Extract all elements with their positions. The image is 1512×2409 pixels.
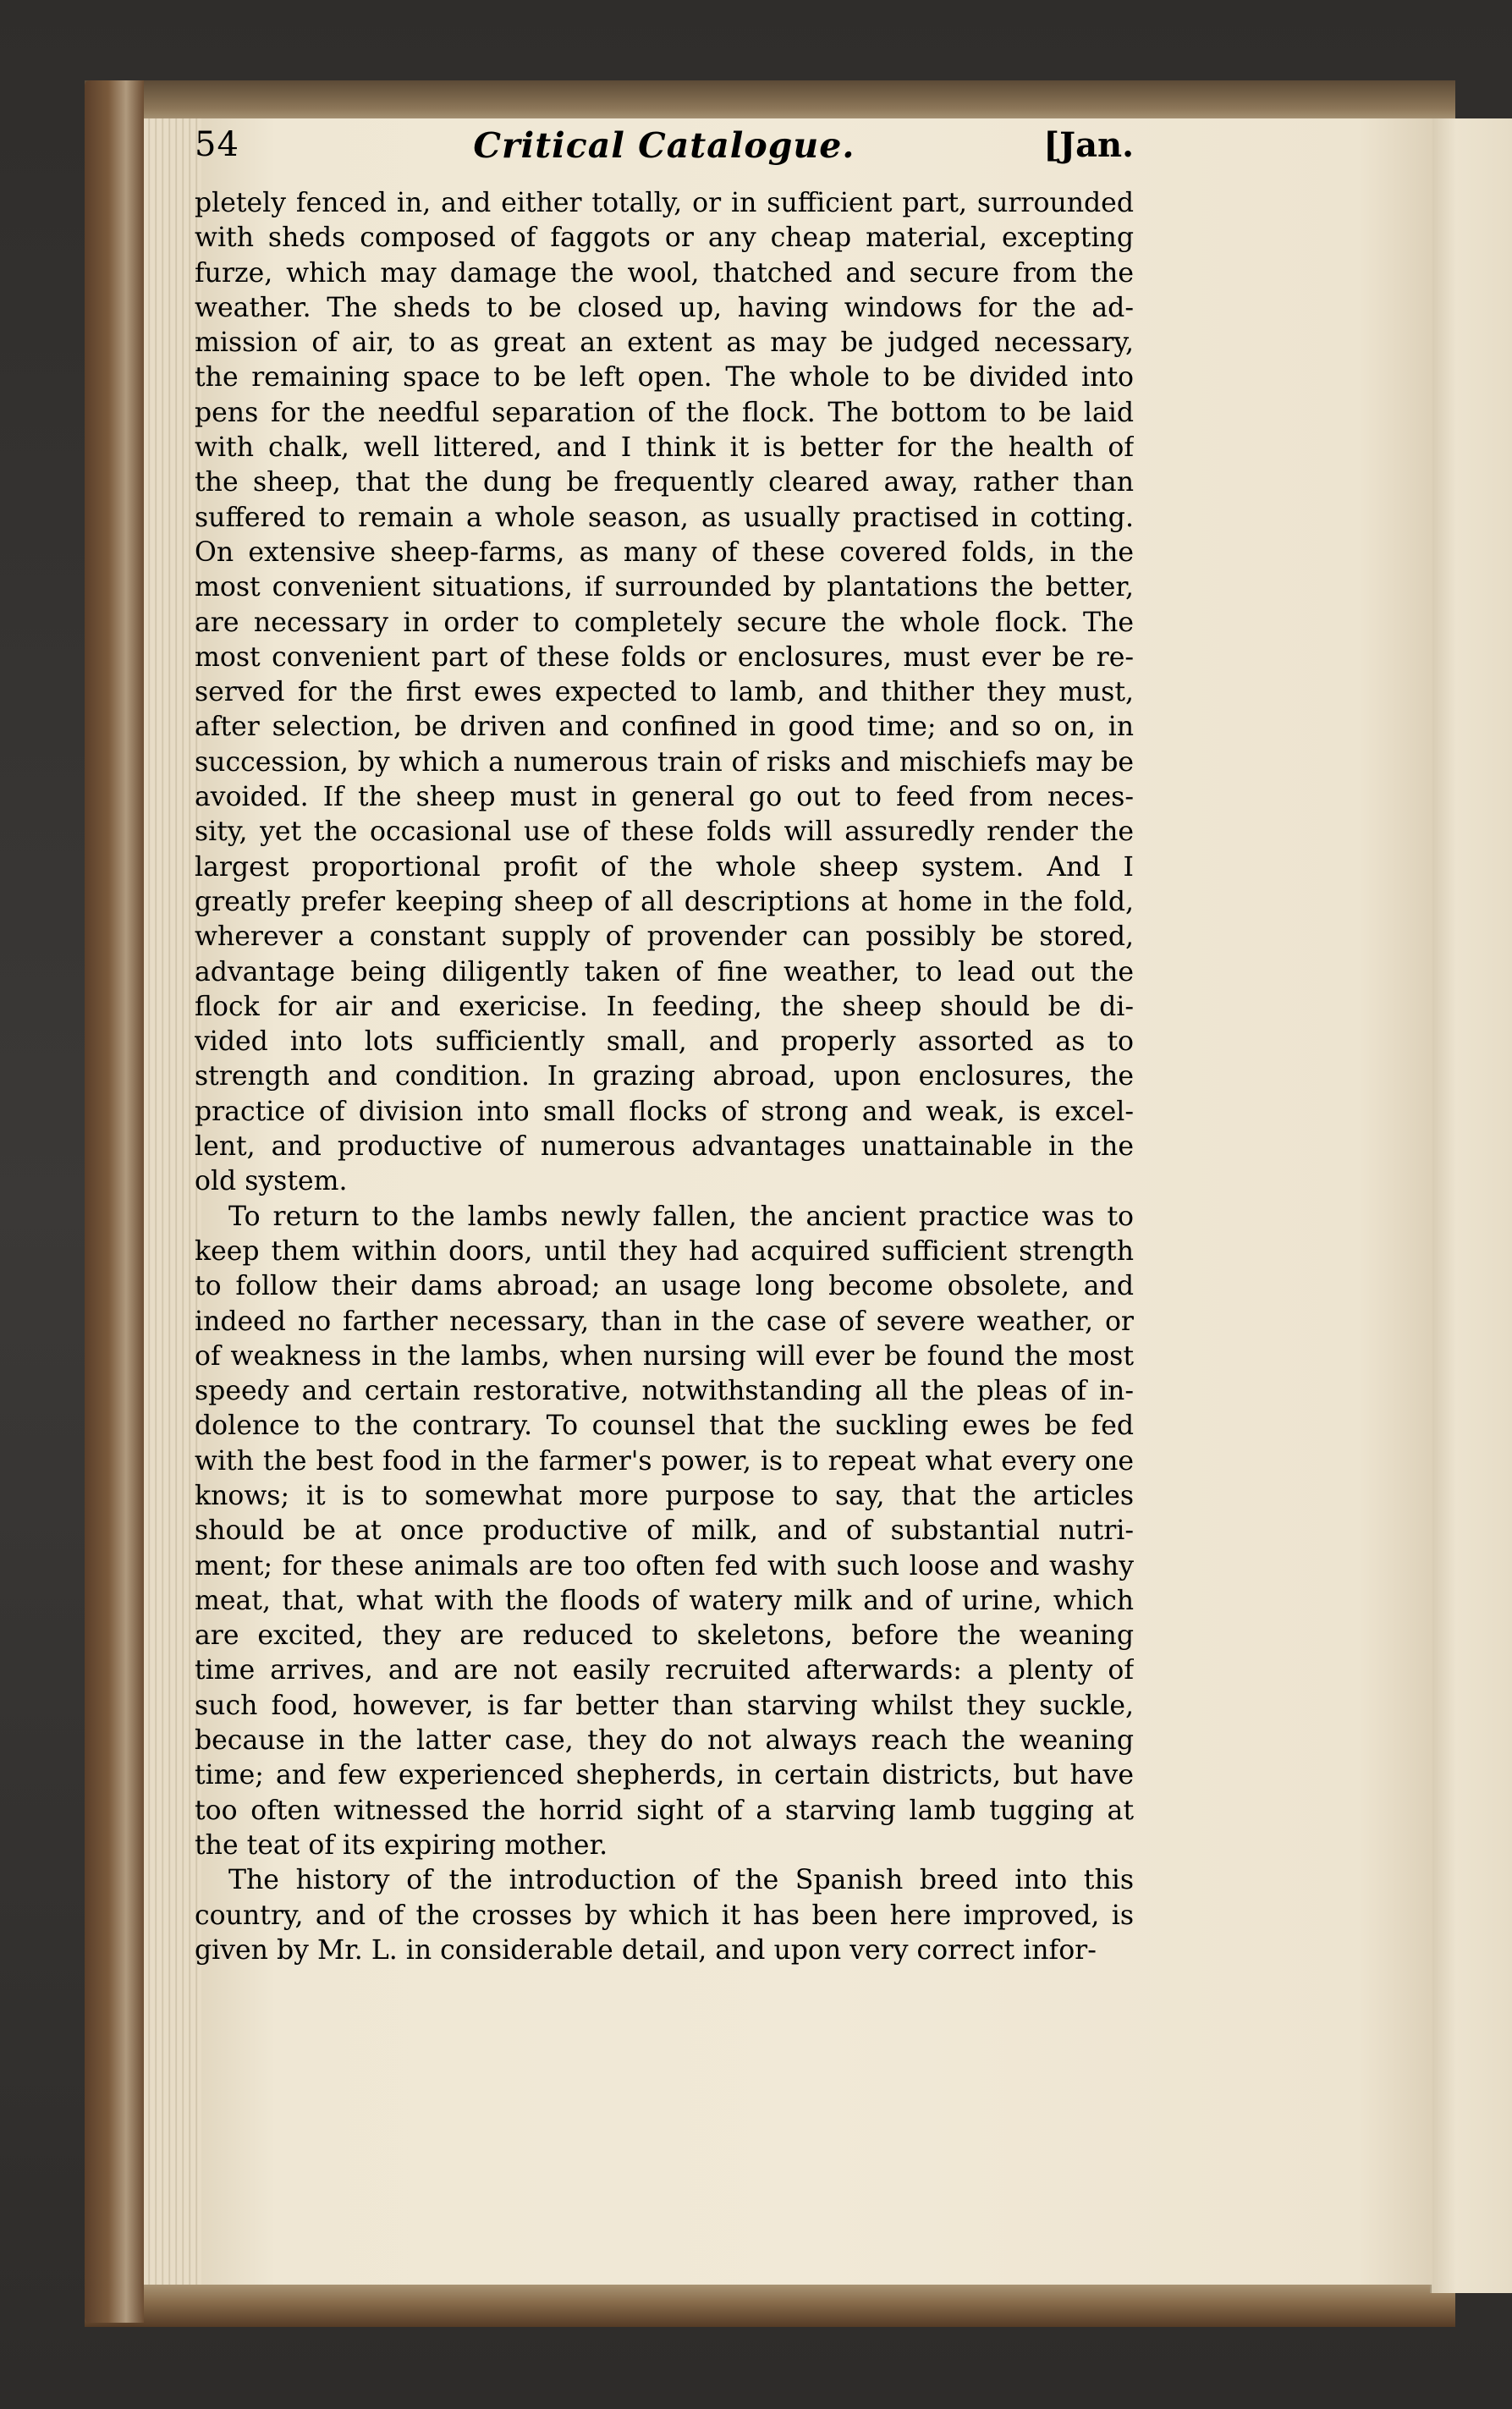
text-line: sity, yet the occasional use of these folds will assuredly render the: [195, 817, 1134, 848]
text-line: the remaining space to be left open. The whole to be divided into: [195, 362, 1134, 393]
text-line: knows; it is to somewhat more purpose to say, that the articles: [195, 1480, 1134, 1511]
text-line: dolence to the contrary. To counsel that the suckling ewes be fed: [195, 1411, 1134, 1442]
body-text: [195, 186, 1134, 1968]
running-month: [Jan.: [1043, 125, 1134, 165]
text-line: advantage being diligently taken of fine weather, to lead out the: [195, 956, 1134, 987]
text-line: meat, that, what with the floods of watery milk and of urine, which: [195, 1585, 1134, 1616]
text-line: time; and few experienced shepherds, in certain districts, but have: [195, 1760, 1134, 1791]
text-line: time arrives, and are not easily recruited afterwards: a plenty of: [195, 1655, 1134, 1686]
book-cover-spine: [85, 80, 144, 2323]
text-line: The history of the introduction of the Spanish breed into this: [228, 1865, 1134, 1896]
text-line: weather. The sheds to be closed up, having windows for the ad-: [195, 292, 1134, 323]
text-line: with chalk, well littered, and I think it is better for the health of: [195, 432, 1134, 464]
text-line: greatly prefer keeping sheep of all descriptions at home in the fold,: [195, 886, 1134, 917]
text-line: largest proportional profit of the whole sheep system. And I: [195, 851, 1134, 883]
text-line: succession, by which a numerous train of risks and mischiefs may be: [195, 746, 1134, 778]
text-line: On extensive sheep-farms, as many of these covered folds, in the: [195, 536, 1134, 568]
text-line: flock for air and exericise. In feeding, the sheep should be di-: [195, 991, 1134, 1022]
text-line: wherever a constant supply of provender can possibly be stored,: [195, 921, 1134, 953]
text-line: with the best food in the farmer's power, is to repeat what every one: [195, 1445, 1134, 1477]
running-title: Critical Catalogue.: [473, 125, 855, 166]
text-line: of weakness in the lambs, when nursing will ever be found the most: [195, 1340, 1134, 1372]
text-line: furze, which may damage the wool, thatched and secure from the: [195, 257, 1134, 289]
text-line: such food, however, is far better than starving whilst they suckle,: [195, 1690, 1134, 1721]
text-line: too often witnessed the horrid sight of a starving lamb tugging at: [195, 1795, 1134, 1826]
text-line: mission of air, to as great an extent as may be judged necessary,: [195, 327, 1134, 359]
text-line: most convenient part of these folds or enclosures, must ever be re-: [195, 641, 1134, 673]
text-line: strength and condition. In grazing abroad, upon enclosures, the: [195, 1061, 1134, 1092]
text-line: avoided. If the sheep must in general go out to feed from neces-: [195, 782, 1134, 813]
text-line: with sheds composed of faggots or any cheap material, excepting: [195, 223, 1134, 254]
text-line: after selection, be driven and confined in good time; and so on, in: [195, 712, 1134, 743]
text-line: served for the first ewes expected to lamb, and thither they must,: [195, 677, 1134, 708]
text-line: country, and of the crosses by which it has been here improved, is: [195, 1900, 1134, 1931]
text-line: indeed no farther necessary, than in the case of severe weather, or: [195, 1306, 1134, 1337]
text-line: the teat of its expiring mother.: [195, 1829, 608, 1861]
text-line: given by Mr. L. in considerable detail, and upon very correct infor-: [195, 1934, 1097, 1966]
text-line: keep them within doors, until they had acquired sufficient strength: [195, 1235, 1134, 1267]
paragraph: [195, 186, 1134, 1200]
text-line: To return to the lambs newly fallen, the ancient practice was to: [228, 1201, 1134, 1232]
text-line: ment; for these animals are too often fed with such loose and washy: [195, 1550, 1134, 1581]
running-header: [195, 125, 1134, 176]
facing-page-edge: [1430, 118, 1512, 2293]
text-line: most convenient situations, if surrounded by plantations the better,: [195, 572, 1134, 603]
text-line: vided into lots sufficiently small, and properly assorted as to: [195, 1026, 1134, 1058]
text-line: are excited, they are reduced to skeletons, before the weaning: [195, 1620, 1134, 1652]
text-line: are necessary in order to completely secure the whole flock. The: [195, 607, 1134, 638]
text-line: because in the latter case, they do not always reach the weaning: [195, 1725, 1134, 1757]
text-line: suffered to remain a whole season, as usually practised in cotting.: [195, 502, 1134, 533]
text-line: lent, and productive of numerous advantages unattainable in the: [195, 1131, 1134, 1163]
paragraph: [195, 1200, 1134, 1864]
text-line: pletely fenced in, and either totally, or in sufficient part, surrounded: [195, 188, 1134, 218]
text-line: practice of division into small flocks of strong and weak, is excel-: [195, 1096, 1134, 1127]
text-line: old system.: [195, 1166, 348, 1197]
text-line: the sheep, that the dung be frequently cleared away, rather than: [195, 467, 1134, 498]
text-line: to follow their dams abroad; an usage long become obsolete, and: [195, 1271, 1134, 1302]
text-line: should be at once productive of milk, and of substantial nutri-: [195, 1515, 1134, 1547]
text-line: speedy and certain restorative, notwithstanding all the pleas of in-: [195, 1376, 1134, 1407]
page-number: 54: [195, 125, 239, 164]
paragraph: [195, 1863, 1134, 1968]
text-line: pens for the needful separation of the flock. The bottom to be laid: [195, 397, 1134, 428]
